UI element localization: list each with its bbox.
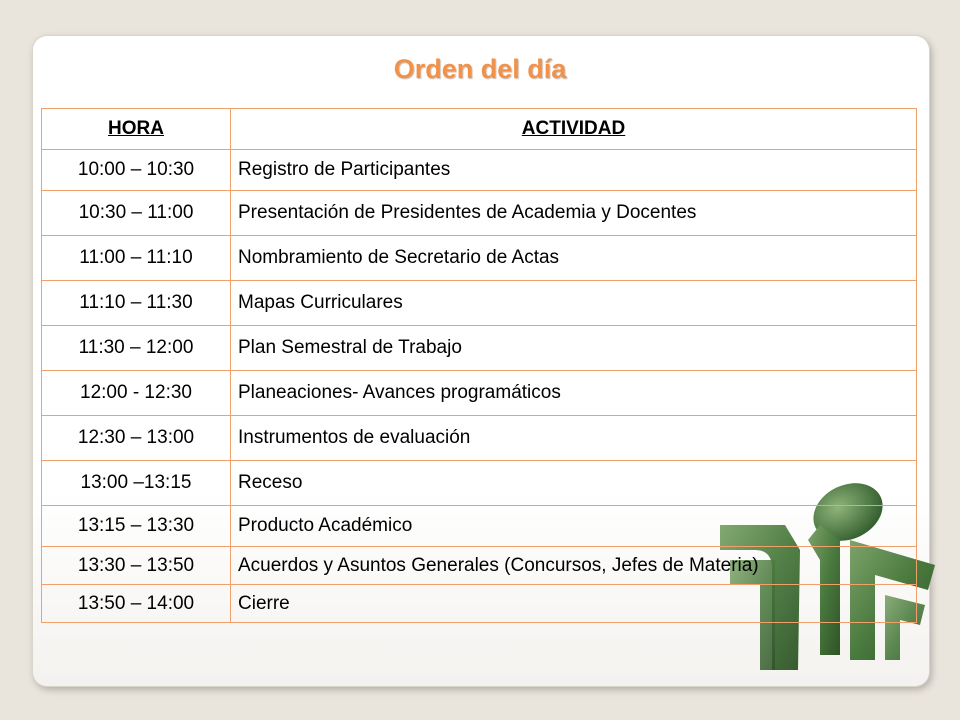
cell-actividad: Plan Semestral de Trabajo (231, 326, 917, 371)
cell-hora: 12:30 – 13:00 (42, 416, 231, 461)
table-row (42, 416, 917, 461)
cell-hora: 12:00 - 12:30 (42, 371, 231, 416)
cell-hora: 11:10 – 11:30 (42, 281, 231, 326)
table-header-row (42, 109, 917, 150)
table-row (42, 506, 917, 547)
cell-hora: 13:15 – 13:30 (42, 506, 231, 547)
cell-hora: 13:30 – 13:50 (42, 547, 231, 585)
table-row (42, 236, 917, 281)
cell-actividad: Registro de Participantes (231, 150, 917, 191)
cell-hora: 11:30 – 12:00 (42, 326, 231, 371)
table-row (42, 547, 917, 585)
cell-hora: 10:30 – 11:00 (42, 191, 231, 236)
cell-hora: 13:00 –13:15 (42, 461, 231, 506)
header-actividad: ACTIVIDAD (231, 109, 917, 150)
table-row (42, 371, 917, 416)
table-row (42, 326, 917, 371)
table-row (42, 191, 917, 236)
cell-hora: 11:00 – 11:10 (42, 236, 231, 281)
cell-actividad: Producto Académico (231, 506, 917, 547)
cell-actividad: Presentación de Presidentes de Academia y Docentes (231, 191, 917, 236)
cell-actividad: Nombramiento de Secretario de Actas (231, 236, 917, 281)
cell-actividad: Cierre (231, 585, 917, 623)
table-row (42, 150, 917, 191)
page-title: Orden del día (393, 54, 567, 84)
cell-actividad: Acuerdos y Asuntos Generales (Concursos, Jefes de Materia) (231, 547, 917, 585)
cell-actividad: Instrumentos de evaluación (231, 416, 917, 461)
table-row (42, 281, 917, 326)
cell-hora: 10:00 – 10:30 (42, 150, 231, 191)
header-hora: HORA (42, 109, 231, 150)
cell-actividad: Mapas Curriculares (231, 281, 917, 326)
cell-hora: 13:50 – 14:00 (42, 585, 231, 623)
cell-actividad: Planeaciones- Avances programáticos (231, 371, 917, 416)
table-row (42, 461, 917, 506)
cell-actividad: Receso (231, 461, 917, 506)
agenda-table (41, 108, 917, 623)
table-row (42, 585, 917, 623)
